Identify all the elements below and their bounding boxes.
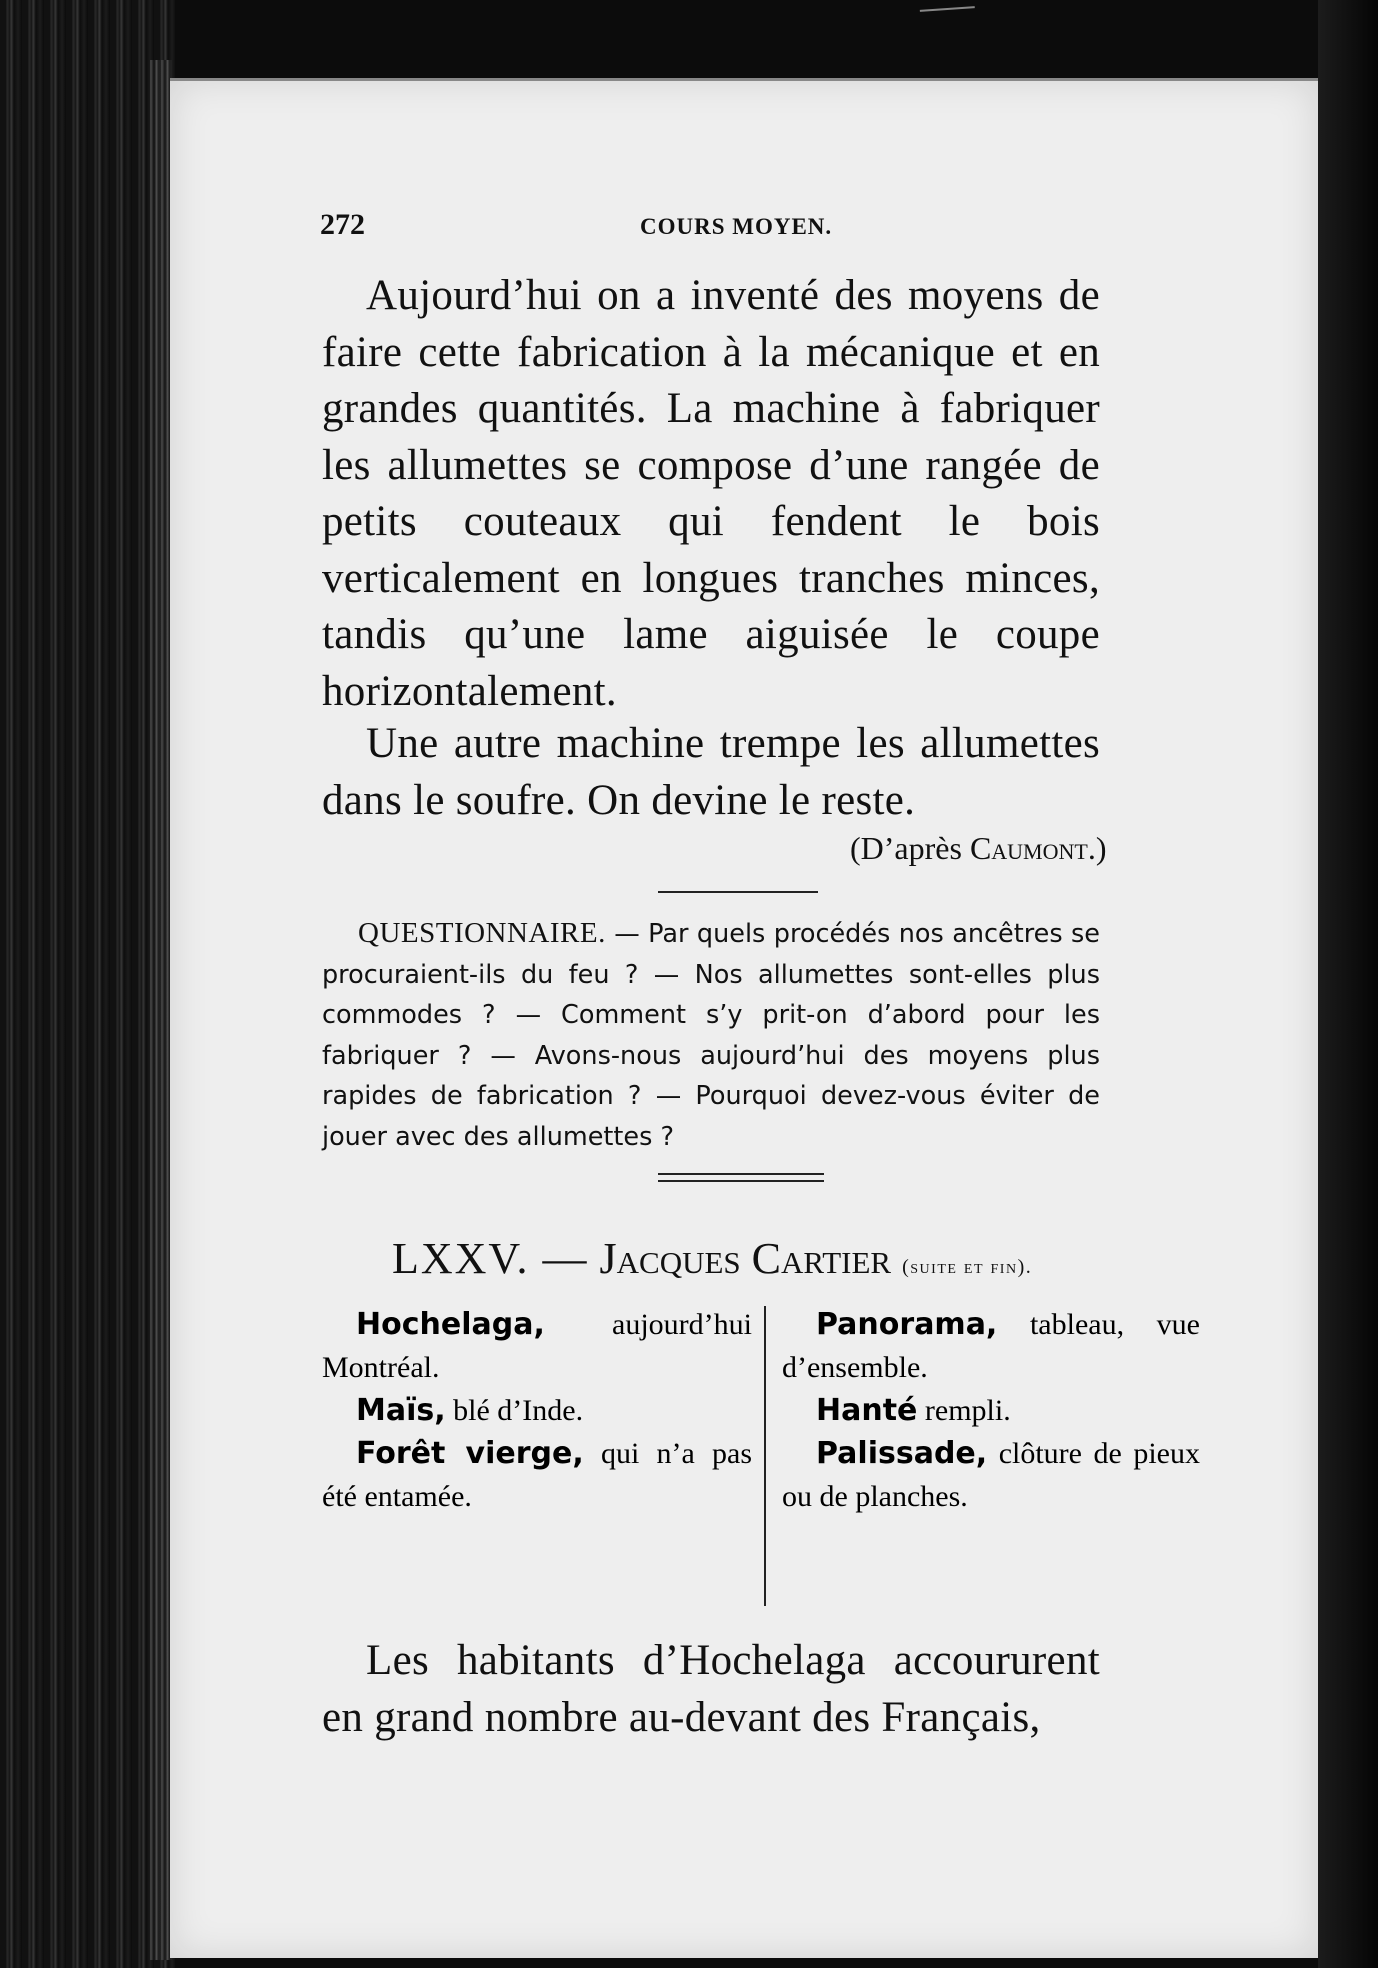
attribution [850,830,1107,867]
page-top-edge [170,78,1318,81]
questionnaire-text: — Par quels procédés nos ancêtres se procuraient-ils du feu ? — Nos allumettes sont-elles plus commodes ? — Comment s’y prit-on d’abord pour les fabriquer ? — Avons-nous aujourd’hui des moyens plus rapides de fabrication ? — Pourquoi devez-vous éviter de jouer avec des allumettes ? [322,919,1100,1152]
running-header [320,208,1100,248]
vocab-definition: tableau, vue d’ensemble. [782,1308,1200,1384]
scan-artifact [920,6,975,18]
questionnaire-label: QUESTIONNAIRE. [358,917,606,949]
page-number: 272 [320,208,365,241]
book-spine-edge [0,0,175,1968]
chapter-subtitle: (suite et fin). [902,1256,1033,1278]
vocab-entry [782,1432,1200,1518]
vocab-entry [322,1303,752,1389]
vocab-definition: aujourd’hui Montréal. [322,1308,752,1384]
vocab-definition: rempli. [917,1394,1011,1427]
vocabulary-divider [764,1306,766,1606]
vocab-definition: blé d’Inde. [445,1394,584,1427]
vocab-term: Forêt vierge, [356,1436,584,1471]
attribution-author: Caumont [969,830,1088,866]
vocab-term: Hochelaga, [356,1307,545,1342]
vocab-entry [322,1389,752,1432]
vocab-entry [782,1389,1200,1432]
body-paragraph-3: Les habitants d’Hochelaga accoururent en grand nombre au-devant des Français, [322,1637,1100,1741]
vocabulary-column-left [322,1303,752,1518]
questionnaire [322,913,1100,1157]
vocab-term: Maïs, [356,1393,446,1428]
section-rule [658,891,818,893]
vocab-definition: qui n’a pas été entamée. [322,1437,752,1513]
book-page [170,78,1318,1958]
vocabulary-column-right [782,1303,1200,1518]
vocab-term: Panorama, [816,1307,998,1342]
chapter-number: LXXV. — [392,1234,589,1283]
vocab-entry [322,1432,752,1518]
page-stack-edge [150,60,172,1960]
scan-right-border [1318,0,1378,1968]
chapter-title: Jacques Cartier [599,1234,892,1283]
attribution-suffix: .) [1087,830,1107,866]
chapter-heading [392,1233,1112,1284]
vocab-entry [782,1303,1200,1389]
body-paragraph-1: Aujourd’hui on a inventé des moyens de faire cette fabrication à la mécanique et en grandes quantités. La machine à fabriquer les allumettes se compose d’une rangée de petits couteaux qui fendent le bois verticalement en longues tranches minces, tandis qu’une lame aiguisée le coupe horizontalement. [322,272,1100,715]
double-rule-bottom [658,1180,824,1182]
body-paragraph-2: Une autre machine trempe les allumettes dans le soufre. On devine le reste. [322,720,1100,824]
vocab-definition: clôture de pieux ou de planches. [782,1437,1200,1513]
running-title: COURS MOYEN. [640,214,833,239]
vocab-term: Hanté [816,1393,918,1428]
double-rule-top [658,1173,824,1175]
vocab-term: Palissade, [816,1436,988,1471]
attribution-prefix: (D’après [850,830,970,866]
